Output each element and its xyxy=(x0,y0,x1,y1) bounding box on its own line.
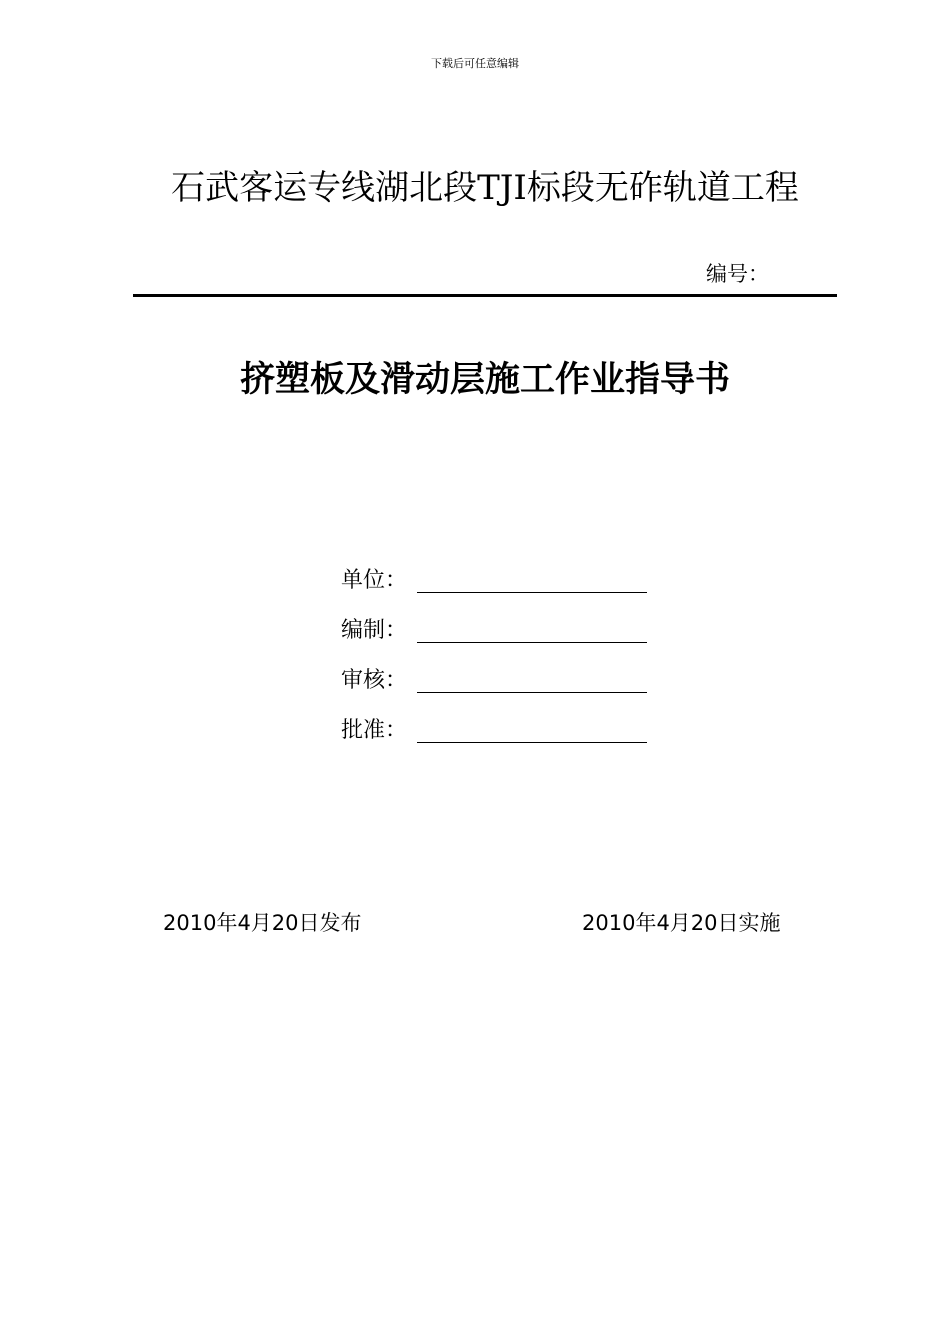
approver-blank-line[interactable] xyxy=(417,714,647,743)
reviewer-field xyxy=(341,646,647,696)
signature-block xyxy=(341,546,647,746)
unit-label: 单位： xyxy=(341,568,408,593)
document-title: 挤塑板及滑动层施工作业指导书 xyxy=(239,360,730,400)
unit-field xyxy=(341,546,647,596)
publish-date: 2010年4月20日发布 xyxy=(163,911,362,935)
reviewer-label: 审核： xyxy=(341,668,408,693)
document-number-label: 编号： xyxy=(706,262,769,286)
header-rule xyxy=(133,294,837,297)
approver-label: 批准： xyxy=(341,718,408,743)
implement-date: 2010年4月20日实施 xyxy=(582,911,781,935)
compiler-field xyxy=(341,596,647,646)
project-title: 石武客运专线湖北段TJⅠ标段无砟轨道工程 xyxy=(171,168,799,208)
unit-blank-line[interactable] xyxy=(417,564,647,593)
header-note: 下载后可任意编辑 xyxy=(431,57,519,70)
approver-field xyxy=(341,696,647,746)
reviewer-blank-line[interactable] xyxy=(417,664,647,693)
compiler-label: 编制： xyxy=(341,618,408,643)
compiler-blank-line[interactable] xyxy=(417,614,647,643)
